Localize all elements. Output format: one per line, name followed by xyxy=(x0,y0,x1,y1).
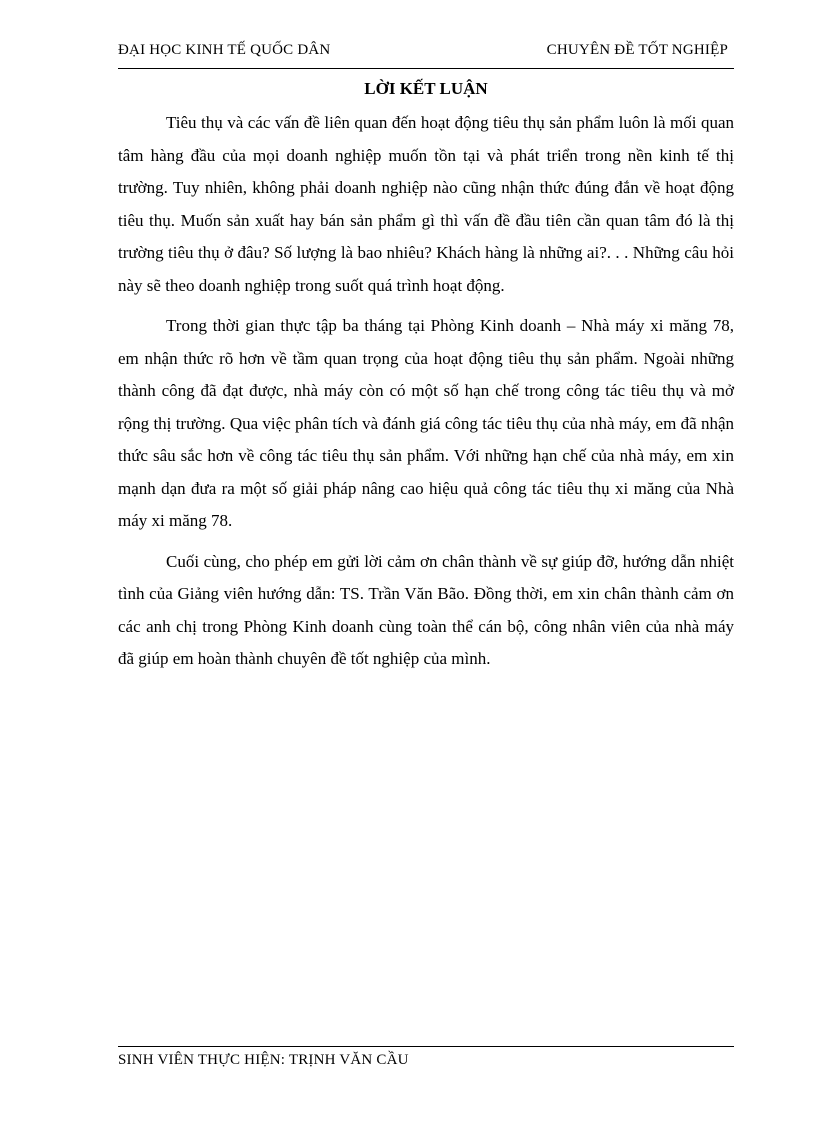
paragraph-1: Tiêu thụ và các vấn đề liên quan đến hoạt động tiêu thụ sản phẩm luôn là mối quan tâm hàng đầu của mọi doanh nghiệp muốn tồn tại và phát triển trong nền kinh tế thị trường. Tuy nhiên, không phải doanh nghiệp nào cũng nhận thức đúng đắn về hoạt động tiêu thụ. Muốn sản xuất hay bán sản phẩm gì thì vấn đề đầu tiên cần quan tâm đó là thị trường tiêu thụ ở đâu? Số lượng là bao nhiêu? Khách hàng là những ai?. . . Những câu hỏi này sẽ theo doanh nghiệp trong suốt quá trình hoạt động. xyxy=(118,113,734,295)
header-document-type: CHUYÊN ĐỀ TỐT NGHIỆP xyxy=(546,42,728,58)
page-title: LỜI KẾT LUẬN xyxy=(364,79,488,98)
paragraph-2: Trong thời gian thực tập ba tháng tại Phòng Kinh doanh – Nhà máy xi măng 78, em nhận thức rõ hơn về tầm quan trọng của hoạt động tiêu thụ sản phẩm. Ngoài những thành công đã đạt được, nhà máy còn có một số hạn chế trong công tác tiêu thụ và mở rộng thị trường. Qua việc phân tích và đánh giá công tác tiêu thụ của nhà máy, em đã nhận thức sâu sắc hơn về công tác tiêu thụ sản phẩm. Với những hạn chế của nhà máy, em xin mạnh dạn đưa ra một số giải pháp nâng cao hiệu quả công tác tiêu thụ xi măng của Nhà máy xi măng 78. xyxy=(118,316,734,530)
paragraph-3: Cuối cùng, cho phép em gửi lời cảm ơn chân thành về sự giúp đỡ, hướng dẫn nhiệt tình của Giảng viên hướng dẫn: TS. Trần Văn Bão. Đồng thời, em xin chân thành cảm ơn các anh chị trong Phòng Kinh doanh cùng toàn thể cán bộ, công nhân viên của nhà máy đã giúp em hoàn thành chuyên đề tốt nghiệp của mình. xyxy=(118,551,734,668)
body-content xyxy=(118,107,734,684)
page-header xyxy=(118,40,734,69)
page-footer xyxy=(118,1046,734,1070)
header-university: ĐẠI HỌC KINH TẾ QUỐC DÂN xyxy=(118,42,331,58)
footer-student-name: SINH VIÊN THỰC HIỆN: TRỊNH VĂN CẦU xyxy=(118,1052,409,1068)
